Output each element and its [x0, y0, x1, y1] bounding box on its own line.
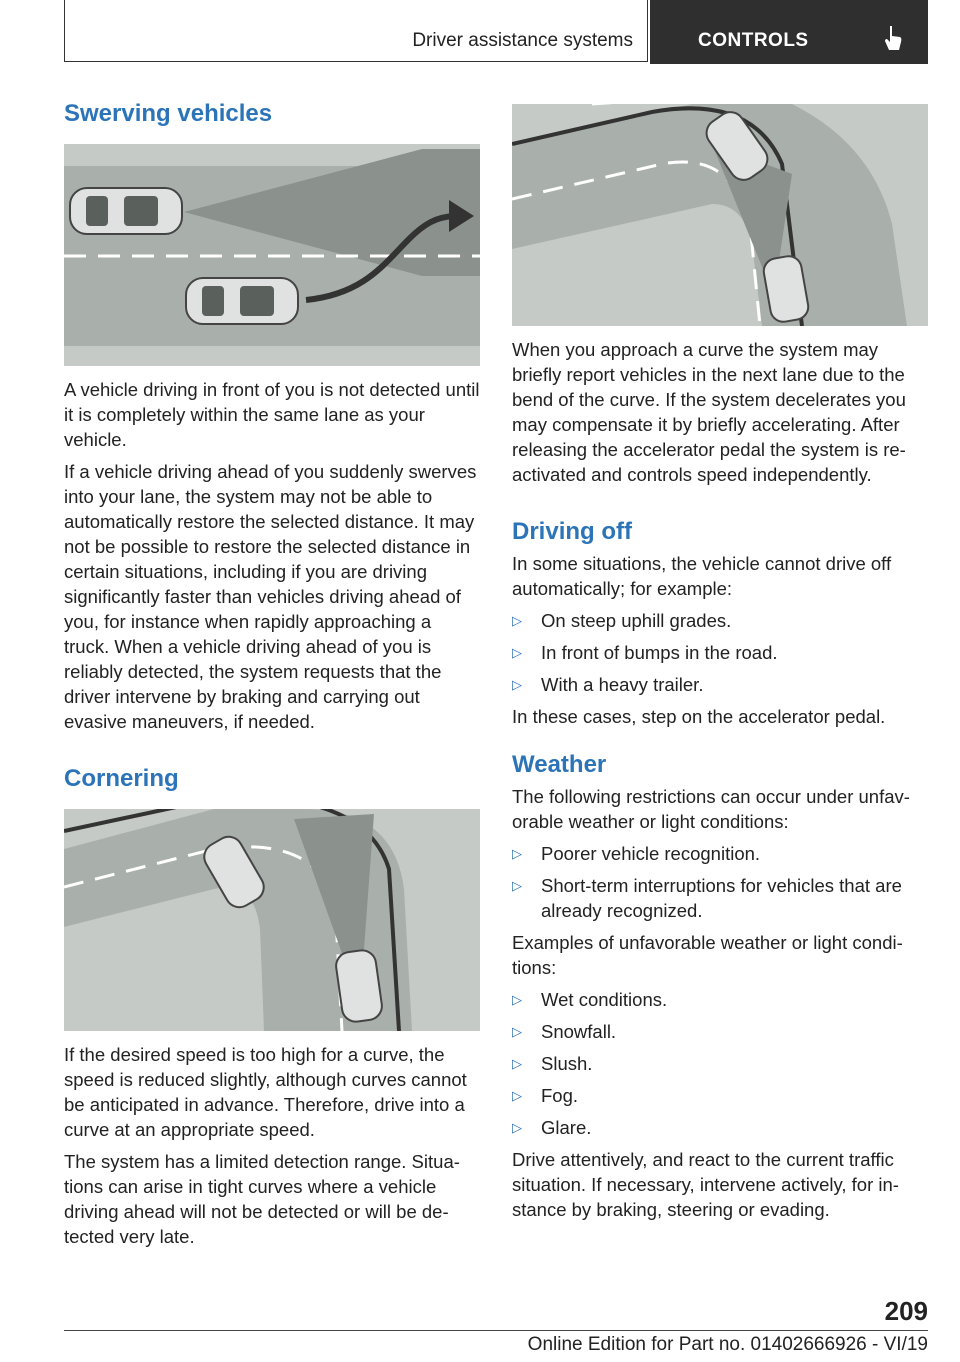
driving-off-list — [512, 608, 928, 697]
weather-examples-list — [512, 987, 928, 1140]
cornering-illustration — [64, 809, 480, 1031]
chapter-tab — [650, 0, 928, 64]
paragraph: In some situations, the vehicle cannot drive off automatically; for example: — [512, 552, 892, 599]
paragraph: When you approach a curve the system may briefly report vehicles in the next lane due to the bend of the curve. If the system decelerates you may compensate it by briefly accelerating. After releasing the accelerator pedal the system is reactivated and controls speed independently. — [512, 339, 906, 485]
left-column — [64, 100, 480, 1256]
section-title-box — [64, 0, 648, 62]
swerving-vehicles-illustration — [64, 144, 480, 366]
heading-driving-off: Driving off — [512, 518, 632, 545]
paragraph: The system has a limited detection range. Situations can arise in tight curves where a vehicle driving ahead will not be detected or will be detected very late. — [64, 1150, 460, 1247]
right-column — [512, 104, 928, 1229]
list-item: ▷ Slush. — [512, 1052, 593, 1074]
page-number: 209 — [884, 1296, 928, 1326]
list-item: ▷ Short-term interruptions for vehicles that are already recognized. — [512, 874, 902, 921]
bullet-arrow-icon: ▷ — [512, 1087, 522, 1103]
list-item: ▷ Snowfall. — [512, 1020, 617, 1042]
bullet-arrow-icon: ▷ — [512, 1023, 522, 1039]
paragraph: If the desired speed is too high for a curve, the speed is reduced slightly, although curves cannot be anticipated in advance. Therefore, drive into a curve at an appropriate speed. — [64, 1043, 467, 1140]
curve-detection-illustration — [512, 104, 928, 326]
bullet-arrow-icon: ▷ — [512, 1055, 522, 1071]
car-ahead — [70, 188, 182, 234]
bullet-arrow-icon: ▷ — [512, 644, 522, 660]
section-title: Driver assistance systems — [412, 30, 633, 51]
weather-restrictions-list — [512, 841, 928, 923]
list-item: ▷ Wet conditions. — [512, 988, 668, 1010]
paragraph: Drive attentively, and react to the current traffic situation. If necessary, intervene actively, for instance by braking, steering or evading. — [512, 1148, 899, 1220]
paragraph: In these cases, step on the accelerator pedal. — [512, 705, 886, 727]
paragraph: The following restrictions can occur under unfavorable weather or light conditions: — [512, 785, 910, 832]
list-item: ▷ Glare. — [512, 1116, 592, 1138]
own-car — [334, 948, 383, 1023]
bullet-arrow-icon: ▷ — [512, 676, 522, 692]
paragraph: Examples of unfavorable weather or light conditions: — [512, 931, 903, 978]
list-item: ▷ With a heavy trailer. — [512, 673, 704, 695]
pointing-hand-icon — [882, 24, 904, 52]
heading-weather: Weather — [512, 750, 607, 778]
list-item: ▷ Poorer vehicle recognition. — [512, 842, 761, 864]
bullet-arrow-icon: ▷ — [512, 991, 522, 1007]
heading-swerving-vehicles: Swerving vehicles — [64, 100, 273, 127]
heading-cornering: Cornering — [64, 764, 179, 792]
bullet-arrow-icon: ▷ — [512, 845, 522, 861]
swerving-car — [186, 278, 298, 324]
bullet-arrow-icon: ▷ — [512, 877, 522, 893]
chapter-title: CONTROLS — [698, 30, 809, 51]
footer-divider — [64, 1330, 928, 1331]
bullet-arrow-icon: ▷ — [512, 1119, 522, 1135]
list-item: ▷ In front of bumps in the road. — [512, 641, 778, 663]
paragraph: If a vehicle driving ahead of you suddenly swerves into your lane, the system may not be able to automatically restore the selected distance. It may not be possible to restore the selected distance in certain situations, including if you are driving significantly faster than vehicles driving ahead of you, for instance when rapidly approaching a truck. When a vehicle driving ahead of you is reliably detected, the system requests that the driver intervene by braking and carrying out evasive maneuvers, if needed. — [64, 460, 477, 732]
list-item: ▷ On steep uphill grades. — [512, 609, 732, 631]
page-header — [64, 0, 928, 64]
list-item: ▷ Fog. — [512, 1084, 579, 1106]
paragraph: A vehicle driving in front of you is not detected until it is completely within the same lane as your vehicle. — [64, 378, 480, 450]
bullet-arrow-icon: ▷ — [512, 612, 522, 628]
edition-note: Online Edition for Part no. 01402666926 - VI/19 — [527, 1334, 928, 1355]
